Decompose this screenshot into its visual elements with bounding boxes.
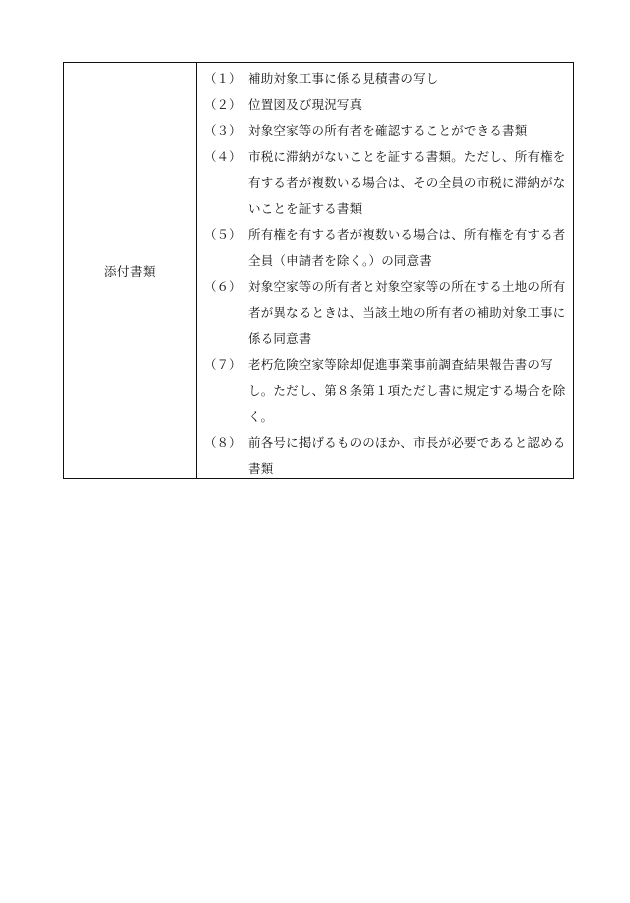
item-number: （４）	[204, 149, 242, 164]
list-item	[204, 430, 569, 482]
attachment-table	[63, 62, 574, 479]
item-number: （７）	[204, 357, 242, 372]
item-text: 対象空家等の所有者と対象空家等の所在する土地の所有者が異なるときは、当該土地の所有者の補助対象工事に係る同意書	[248, 279, 566, 346]
list-item	[204, 144, 569, 222]
list-item	[204, 118, 569, 144]
item-text: 市税に滞納がないことを証する書類。ただし、所有権を有する者が複数いる場合は、その全員の市税に滞納がないことを証する書類	[248, 149, 566, 216]
item-text: 位置図及び現況写真	[248, 97, 363, 112]
item-text: 前各号に掲げるもののほか、市長が必要であると認める書類	[248, 435, 566, 476]
item-number: （６）	[204, 279, 242, 294]
label-text: 添付書類	[103, 263, 156, 279]
item-text: 老朽危険空家等除却促進事業事前調査結果報告書の写し。ただし、第８条第１項ただし書に規定する場合を除く。	[248, 357, 566, 424]
item-text: 対象空家等の所有者を確認することができる書類	[248, 123, 528, 138]
item-number: （５）	[204, 227, 242, 242]
content-cell	[197, 63, 573, 478]
list-item	[204, 352, 569, 430]
item-number: （１）	[204, 71, 242, 86]
list-item	[204, 92, 569, 118]
list-item	[204, 274, 569, 352]
label-cell	[64, 63, 197, 478]
item-text: 所有権を有する者が複数いる場合は、所有権を有する者全員（申請者を除く。）の同意書	[248, 227, 566, 268]
item-text: 補助対象工事に係る見積書の写し	[248, 71, 439, 86]
item-number: （３）	[204, 123, 242, 138]
list-item	[204, 222, 569, 274]
list-item	[204, 66, 569, 92]
item-number: （２）	[204, 97, 242, 112]
item-number: （８）	[204, 435, 242, 450]
